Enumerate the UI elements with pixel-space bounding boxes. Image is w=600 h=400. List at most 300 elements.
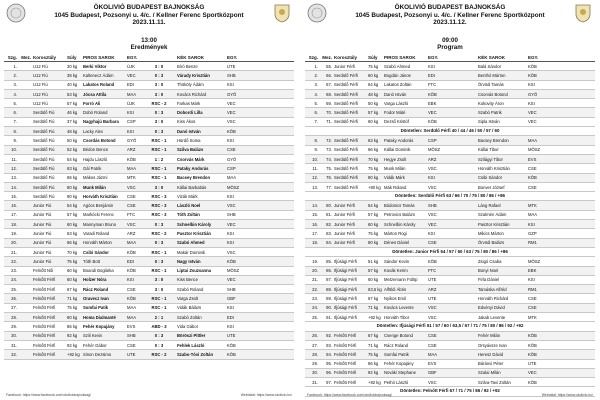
weight-class: 60 kg [368,72,379,78]
table-row [305,118,595,127]
red-corner-club: VSC [428,184,437,190]
table-row [305,285,595,294]
red-corner-club: KSI [428,230,435,236]
red-corner-club: VEC [428,221,437,227]
match-number: 77. [326,184,332,190]
blue-corner-club: KSI [528,82,535,88]
age-group: Ifjúsági Férfi [334,305,357,311]
blue-corner-name: Szabó Patrik [478,110,502,116]
weight-class: 50 kg [67,138,78,144]
bout-number: 22. [11,258,17,264]
bout-number: 1. [13,63,17,69]
blue-corner-name: Bonyi Noel [478,268,499,274]
blue-corner-club: VSC [227,249,236,255]
weight-class: 54 kg [368,203,379,209]
bout-result: 0 : 3 [154,240,164,246]
age-group: Junior Fiú [33,240,52,246]
weight-class: 60 kg [368,119,379,125]
footer-website[interactable]: Weboldal: https://www.okolivio.hu/ [541,393,593,397]
blue-corner-club: CSP [227,165,236,171]
blue-corner-club: VSC [227,203,236,209]
table-row [305,211,595,220]
bout-result: ABD - 3 [151,323,167,329]
age-group: Serdülő Férfi [334,82,358,88]
age-group: Ifjúsági Férfi [334,296,357,302]
weight-class: 53 kg [67,91,78,97]
red-corner-club: KSI [127,128,134,134]
table-row [4,267,294,276]
bout-number: 7. [13,119,17,125]
red-corner-name: Gál Patrik [83,165,102,171]
blue-corner-name: Mikics Márton [478,230,504,236]
blue-corner-club: RM1 [528,240,537,246]
red-corner-club: ARZ [428,156,437,162]
bout-number: 12. [11,165,17,171]
blue-corner-name: Nagy István [177,258,201,264]
table-row [4,118,294,127]
bout-number: 14. [312,203,318,209]
weight-class: 90 kg [67,193,78,199]
table-row [305,304,595,313]
bout-number: 16. [11,203,17,209]
match-number: 85. [326,258,332,264]
red-corner-club: MÖSZ [428,147,441,153]
red-corner-club: EDI [127,258,134,264]
red-corner-name: Hegye Zsolt [384,156,407,162]
age-group: Serdülő Férfi [334,110,358,116]
weight-class: 60 kg [67,277,78,283]
red-corner-club: KÖB [127,296,136,302]
blue-corner-club: MÖSZ [227,184,240,190]
table-row [305,164,595,173]
weight-class: 46 kg [67,110,78,116]
blue-corner-club: KÖB [528,351,537,357]
red-corner-club: EVS [127,323,136,329]
age-group: U12 Fiú [33,82,48,88]
table-row [4,62,294,71]
red-corner-name: Kállai Dominik [384,147,411,153]
session-header [301,37,599,51]
bout-result: RSC - 1 [151,305,167,311]
blue-corner-club: KSI [528,221,535,227]
blue-corner-club: KSI [528,277,535,283]
blue-corner-club: KÖB [528,333,537,339]
blue-corner-name: Vidák Bálázs [177,305,202,311]
red-corner-name: Mák Roland [384,184,407,190]
table-row [305,136,595,145]
red-corner-club: KÖB [127,156,136,162]
red-corner-name: Pataky Andorás [384,138,414,144]
red-corner-name: Bédon Bence [83,147,109,153]
org-name: ÖKOLIVIÓ BUDAPEST BAJNOKSÁG [394,4,506,11]
bout-result: 3 : 0 [154,286,164,292]
blue-corner-name: Bíró Benze [177,63,198,69]
age-group: Serdülő Fiú [33,193,55,199]
table-row [4,341,294,350]
match-number: 90. [326,305,332,311]
blue-corner-club: GYÖ [528,91,538,97]
blue-corner-name: Szalai Milán [478,370,501,376]
bout-result: RSC - 3 [151,203,167,209]
table-row [4,248,294,257]
red-corner-name: Fehér Gábor [83,342,107,348]
table-row [305,350,595,359]
col-red-corner: PIROS SAROK [384,55,416,60]
blue-corner-club: KÖB [227,128,236,134]
bout-result: RSC - 1 [151,296,167,302]
red-corner-club: UTE [127,351,136,357]
bout-number: 15. [11,193,17,199]
col-blue-corner: KÉK SAROK [177,55,205,60]
age-group: Serdülő Férfi [334,138,358,144]
bout-result: RSC - 1 [151,268,167,274]
bout-result: RSC - 2 [151,230,167,236]
table-row [305,146,595,155]
bout-number: 32. [11,351,17,357]
red-corner-club: KÖB [428,91,437,97]
blue-corner-club: GZP [528,230,537,236]
red-corner-club: VEC [127,72,136,78]
table-row [305,183,595,192]
blue-corner-club: MÖSZ [227,268,240,274]
bout-number: 12. [312,175,318,181]
bout-result: 0 : 3 [154,110,164,116]
org-name: ÖKOLIVIÓ BUDAPEST BAJNOKSÁG [93,4,205,11]
bout-result: 3 : 0 [154,63,164,69]
age-group: Serdülő Férfi [334,165,358,171]
bout-number: 15. [312,212,318,218]
match-number: 70. [326,110,332,116]
weight-class: 70 kg [67,249,78,255]
weight-class: 57 kg [368,212,379,218]
results-table [4,54,294,360]
bout-result: RSC - 1 [151,249,167,255]
weight-class: 57 kg [368,268,379,274]
weight-class: 51 kg [368,258,379,264]
col-weight: Súly [368,55,378,60]
blue-corner-club: VEC [528,370,537,376]
red-corner-name: Oravecz Ivan [83,296,109,302]
blue-corner-name: Balá Sándor [478,63,502,69]
section-note: Döntetlen: Serdülő Férfi 63 / 66 / 70 / 75 / 80 / 86 / +86 [305,192,595,201]
results-page [0,0,298,400]
bout-result: 0 : 3 [154,258,164,264]
blue-corner-club: KÖB [528,342,537,348]
bout-number: 19. [312,258,318,264]
age-group: Felnőtt Női [33,268,54,274]
bout-number: 13. [11,175,17,181]
blue-corner-club: VEC [227,221,236,227]
blue-corner-club: KÖB [227,258,236,264]
age-group: Ifjúsági Férfi [334,314,357,320]
match-number: 95. [326,361,332,367]
blue-corner-name: Örvödi Balázs [478,240,505,246]
bout-number: 17. [11,212,17,218]
blue-corner-club: GBF [227,296,236,302]
red-corner-club: KSI [127,277,134,283]
weight-class: 80 kg [67,314,78,320]
red-corner-name: Szabó Ahmed [384,63,411,69]
age-group: U12 Fiú [33,100,48,106]
bout-number: 30. [11,333,17,339]
blue-corner-club: KSI [227,240,234,246]
blue-corner-name: Böröszi Pittler [177,333,206,339]
blue-corner-club: VEC [227,277,236,283]
age-group: Junior Férfi [334,63,355,69]
red-corner-club: EVS [428,361,437,367]
bout-result: RSC - 1 [151,175,167,181]
red-corner-club: MAA [127,165,137,171]
blue-corner-name: Kiss Bence [177,277,198,283]
blue-corner-name: Heresz Dávid [478,351,504,357]
bout-number: 1. [314,63,318,69]
weight-class: 60 kg [67,221,78,227]
table-row [305,220,595,229]
red-corner-club: MTK [127,175,136,181]
bout-result: 3 : 0 [154,91,164,97]
match-number: 83. [326,230,332,236]
blue-corner-club: VEC [528,110,537,116]
blue-corner-name: Orsyávsze Ivan [478,342,507,348]
table-row [4,294,294,303]
bout-result: RSC - 1 [151,138,167,144]
table-row [4,183,294,192]
red-corner-club: CSE [428,342,437,348]
red-corner-name: Jócsa Attila [83,91,107,97]
table-row [305,341,595,350]
table-row [4,164,294,173]
weight-class: +92 kg [67,351,80,357]
red-corner-club: UTE [428,277,437,283]
blue-corner-club: RM1 [528,286,537,292]
red-corner-club: KSI [428,63,435,69]
table-row [4,201,294,210]
red-corner-name: Lacky Alex [83,128,104,134]
age-group: Serdülő Fiú [33,138,55,144]
blue-corner-name: Schnelbin Károly [177,221,212,227]
blue-corner-club: MÖSZ [528,147,541,153]
match-number: 71. [326,119,332,125]
red-corner-club: FTC [428,82,437,88]
col-age-group: Korosztály [33,55,57,60]
match-number: 55. [326,63,332,69]
bout-result: 3 : 0 [154,184,164,190]
blue-corner-name: Farkas Márk [177,100,201,106]
table-row [305,81,595,90]
blue-corner-name: Báránvi Péter [478,361,504,367]
blue-corner-name: Szilva Balázs [177,147,204,153]
session-time: 09:00 [442,37,458,44]
weight-class: 92 kg [67,342,78,348]
red-corner-club: CSE [127,286,136,292]
red-corner-name: Berki Viktor [83,63,107,69]
section-note: Döntetlen: Ifjúsági Férfi 51 / 57 / 60 / 63,5 / 67 / 71 / 75 / 80 / 86 / 92 / +92 [305,322,595,331]
weight-class: 63,5 kg [368,286,382,292]
red-corner-name: Bódonics Tamás [384,203,415,209]
red-corner-name: Markócki Ferenc [83,212,114,218]
age-group: Felnőtt Férfi [33,351,56,357]
age-group: Serdülő Fiú [33,147,55,153]
weight-class: 70 kg [368,156,379,162]
blue-corner-name: Firla Dániel [478,277,500,283]
age-group: Junior Férfi [334,203,355,209]
table-row [4,285,294,294]
age-group: Felnőtt Férfi [334,351,357,357]
col-red-club: EGY. [428,55,439,60]
weight-class: 92 kg [368,370,379,376]
footer-website[interactable]: Weboldal: https://www.okolivio.hu/ [240,393,292,397]
match-number: 72. [326,138,332,144]
blue-corner-club: KSI [227,323,234,329]
table-row [305,360,595,369]
age-group: Serdülő Fiú [33,184,55,190]
age-group: Felnőtt Férfi [334,379,357,385]
red-corner-name: Somfai Patik [83,305,109,311]
blue-corner-name: Kokovity Áron [478,100,504,106]
weight-class: 71 kg [368,305,379,311]
bout-number: 27. [11,305,17,311]
footer-facebook[interactable]: Facebook: https://www.facebook.com/okoliviobajnoksag/ [6,393,91,397]
blue-corner-name: Kiss Ákos [177,119,196,125]
blue-corner-name: Kállai Tibor [478,147,499,153]
table-row [305,201,595,210]
blue-corner-club: MAA [528,138,538,144]
table-row [4,155,294,164]
table-row [305,99,595,108]
weight-class: 57 kg [368,110,379,116]
bout-number: 17. [312,230,318,236]
weight-class: 37 kg [67,119,78,125]
blue-corner-club: KSI [227,193,234,199]
red-corner-name: Danó István [384,91,407,97]
table-row [4,313,294,322]
weight-class: 71 kg [67,296,78,302]
bout-result: 3 : 0 [154,277,164,283]
weight-class: 92 kg [67,333,78,339]
red-corner-name: Horváth Tibor [384,314,410,320]
red-corner-name: Varadi Roland [83,230,110,236]
bout-number: 24. [11,277,17,283]
age-group: Serdülő Férfi [334,100,358,106]
blue-corner-club: MTK [528,203,537,209]
red-corner-club: KÖB [428,119,437,125]
blue-corner-name: Vizák Márk [177,193,198,199]
col-bout: Szg. [7,55,17,60]
red-corner-name: Dezső Kristóf [384,119,409,125]
bout-result: RSC - 1 [151,165,167,171]
bout-number: 24. [312,305,318,311]
red-corner-club: CSP [127,119,136,125]
red-corner-name: Horváth Márton [83,240,112,246]
match-number: 84. [326,240,332,246]
bout-number: 6. [314,110,318,116]
match-number: 66. [326,72,332,78]
red-corner-club: VSC [428,305,437,311]
match-number: 88. [326,286,332,292]
match-number: 75. [326,165,332,171]
age-group: Serdülő Fiú [33,128,55,134]
red-corner-name: Fehér Kopajány [83,323,115,329]
table-row [305,108,595,117]
blue-corner-name: Csibi Sándor [478,175,502,181]
table-row [4,304,294,313]
weight-class: 75 kg [368,63,379,69]
bout-number: 10. [11,147,17,153]
bout-number: 27. [312,342,318,348]
blue-corner-name: Szabo-Tóvi Zoltán [177,351,214,357]
weight-class: 86 kg [368,361,379,367]
red-corner-name: Horváth Krisztián [83,193,118,199]
bout-number: 30. [312,370,318,376]
age-group: Serdülő Fiú [33,156,55,162]
red-corner-club: FTC [127,212,136,218]
blue-corner-name: Hürdő Soma [177,138,201,144]
red-corner-club: SHB [428,203,437,209]
red-corner-club: GYÖ [127,138,137,144]
age-group: Felnőtt Férfi [334,342,357,348]
blue-corner-club: CSE [528,184,537,190]
age-group: Junior Fiú [33,221,52,227]
bout-number: 26. [312,333,318,339]
bout-number: 20. [11,240,17,246]
blue-corner-club: CSE [528,305,537,311]
table-row [4,257,294,266]
weight-class: 63 kg [67,165,78,171]
session-subtitle: Eredmények [130,44,168,52]
table-row [4,229,294,238]
bout-number: 23. [11,268,17,274]
table-row [305,174,595,183]
red-corner-name: Dobó Roland [83,110,108,116]
age-group: Serdülő Férfi [334,184,358,190]
weight-class: 63 kg [67,230,78,236]
weight-class: 71 kg [368,342,379,348]
table-row [305,369,595,378]
bout-number: 11. [11,156,17,162]
bout-number: 18. [312,240,318,246]
match-number: 76. [326,175,332,181]
blue-corner-name: Horváth Krisztián [478,165,510,171]
blue-corner-club: KSI [227,138,234,144]
red-corner-club: VSC [428,212,437,218]
session-header [0,37,298,51]
bout-number: 23. [312,296,318,302]
red-corner-club: VSC [428,379,437,385]
footer-facebook[interactable]: Facebook: https://www.facebook.com/okoliviobajnoksag/ [307,393,392,397]
bout-result: RSC - 2 [151,351,167,357]
blue-corner-name: Kovács Richárd [177,91,207,97]
weight-class: 54 kg [67,203,78,209]
red-corner-name: Kaltenecz Ádám [83,72,114,78]
red-corner-name: Vidák Márk [384,175,405,181]
red-corner-club: ÚJK [127,100,135,106]
blue-corner-name: Várady Krisztián [177,72,210,78]
red-corner-name: Márton Rogi [384,230,407,236]
blue-corner-club: KÖB [227,342,236,348]
age-group: Serdülő Férfi [334,147,358,153]
bout-number: 6. [13,110,17,116]
red-corner-club: VEC [428,110,437,116]
blue-corner-club: KSI [227,305,234,311]
red-corner-name: Alföldi Ábris [384,286,407,292]
age-group: Ifjúsági Férfi [334,286,357,292]
bout-number: 28. [312,351,318,357]
red-corner-name: Mákos Jázmi [83,175,108,181]
blue-corner-name: Szalmén Ádám [478,212,507,218]
blue-corner-name: Fehlek László [177,342,205,348]
table-row [305,71,595,80]
section-note: Döntetlen: Felnőtt Férfi 67 / 71 / 75 / 86 / 92 / +92 [305,387,595,396]
